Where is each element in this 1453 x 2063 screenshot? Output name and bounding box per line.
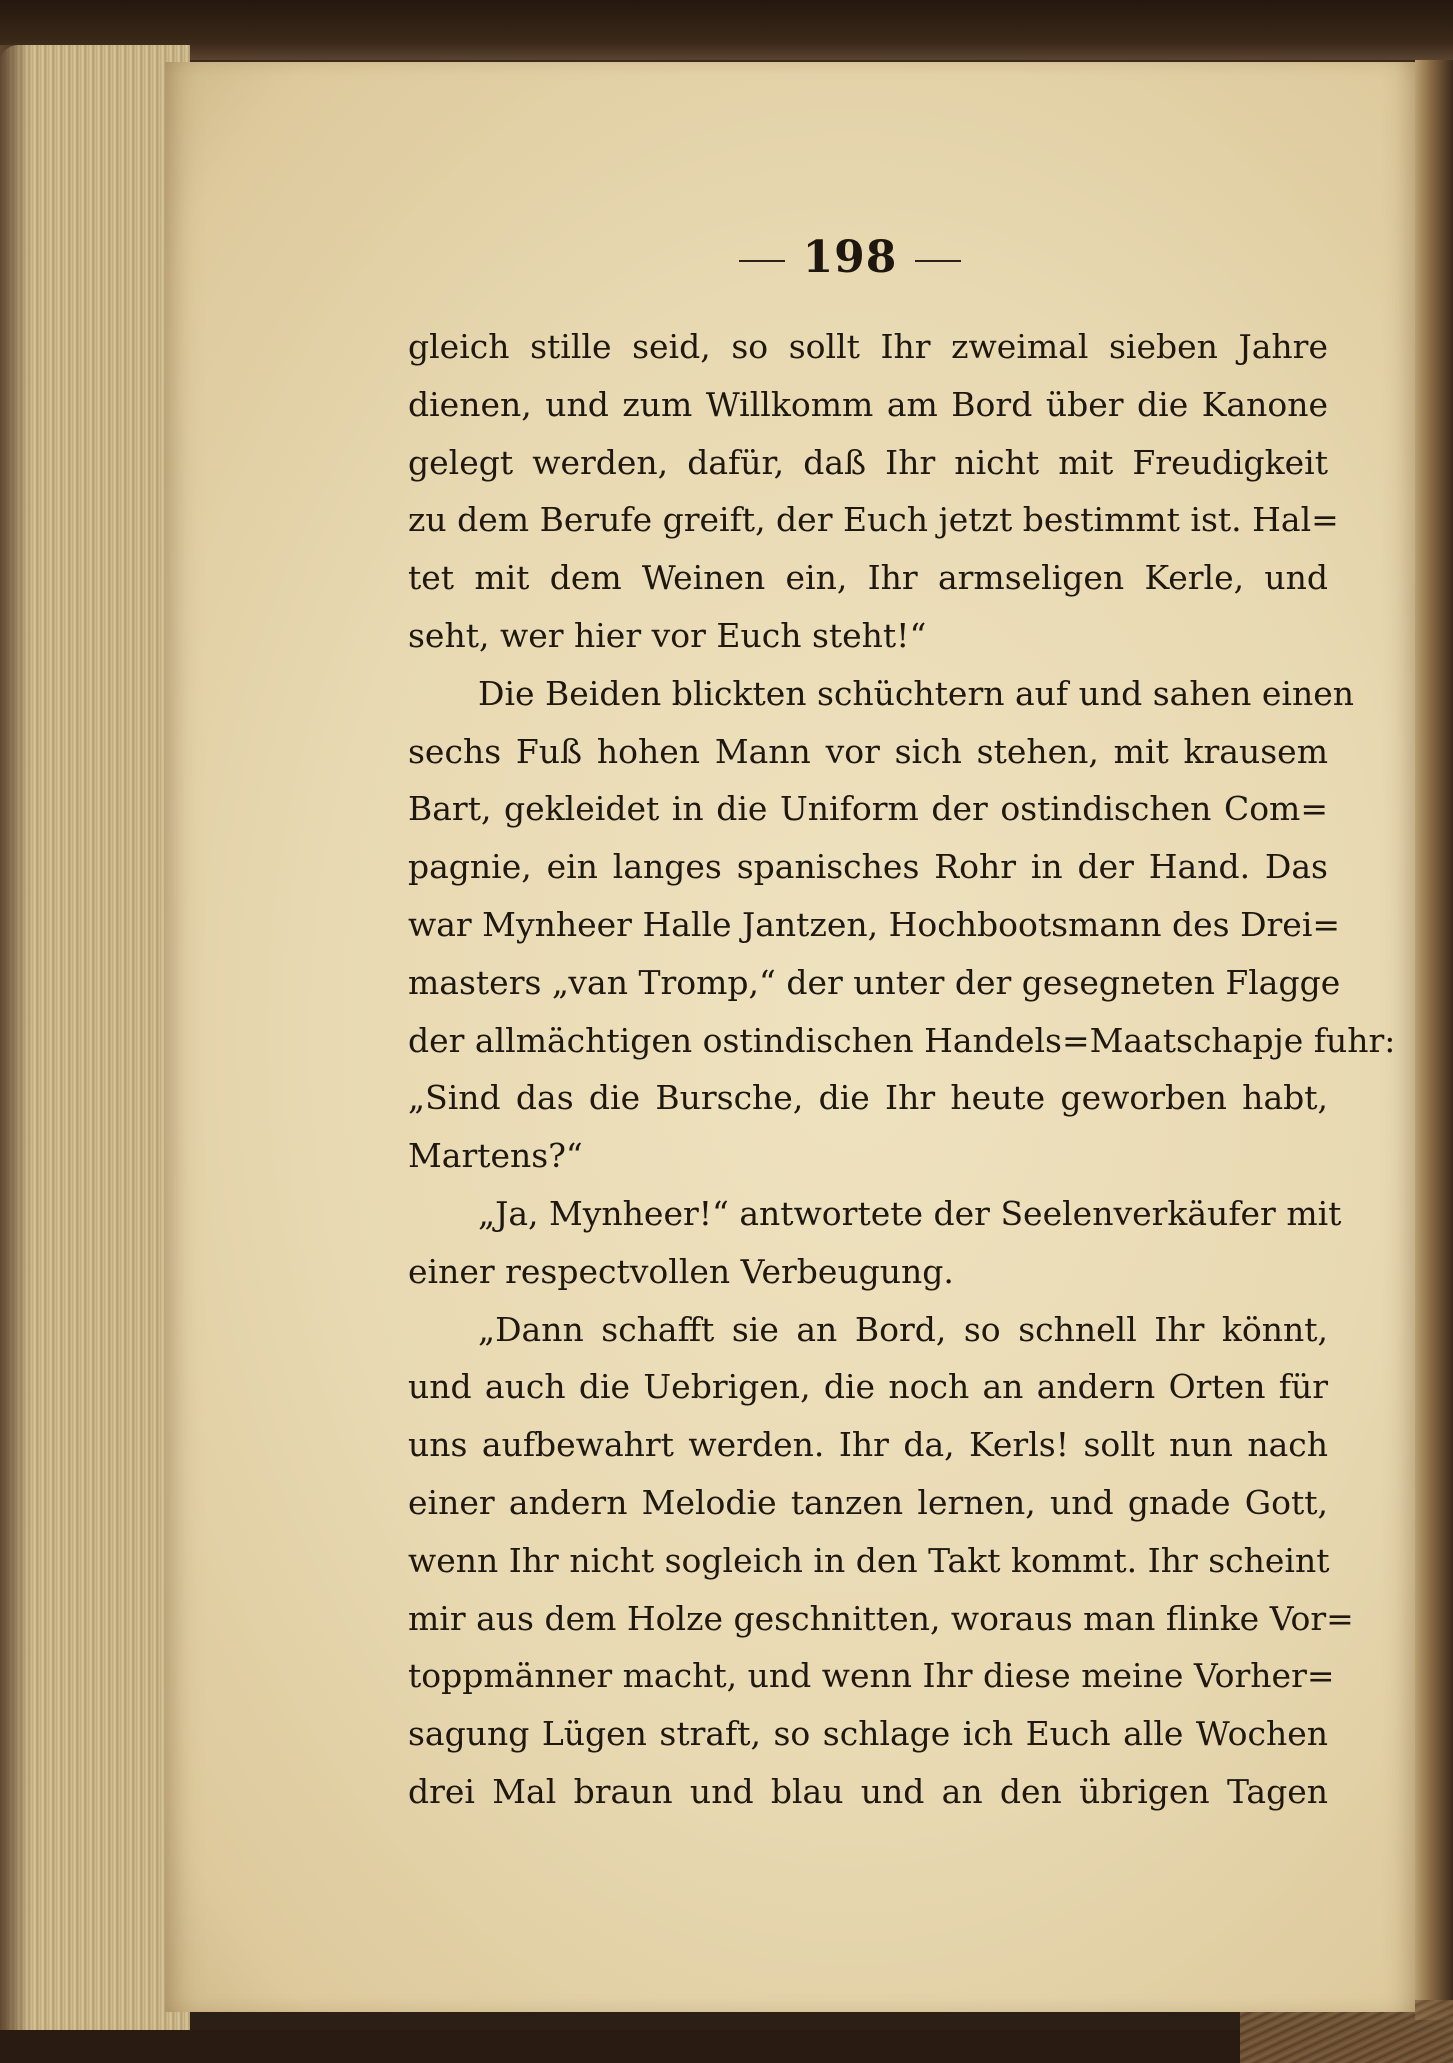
- text-line: „Ja, Mynheer!“ antwortete der Seelenverkäufer mit: [478, 1193, 1342, 1233]
- text-line: drei Mal braun und blau und an den übrigen Tagen: [408, 1771, 1328, 1811]
- text-line: war Mynheer Halle Jantzen, Hochbootsmann des Drei=: [408, 904, 1341, 944]
- text-line: Bart, gekleidet in die Uniform der ostindischen Com=: [408, 789, 1328, 829]
- text-line: Die Beiden blickten schüchtern auf und sahen einen: [478, 673, 1354, 713]
- text-line: gleich stille seid, so sollt Ihr zweimal sieben Jahre: [408, 327, 1328, 366]
- page-header: [700, 232, 1000, 288]
- text-line: uns aufbewahrt werden. Ihr da, Kerls! sollt nun nach: [408, 1425, 1328, 1465]
- text-line: einer respectvollen Verbeugung.: [408, 1251, 954, 1291]
- text-line: pagnie, ein langes spanisches Rohr in der Hand. Das: [408, 847, 1328, 887]
- text-line: einer andern Melodie tanzen lernen, und gnade Gott,: [408, 1482, 1328, 1522]
- text-line: und auch die Uebrigen, die noch an andern Orten für: [408, 1367, 1328, 1407]
- text-line: der allmächtigen ostindischen Handels=Maatschapje fuhr:: [408, 1020, 1396, 1060]
- text-line: dienen, und zum Willkomm am Bord über die Kanone: [408, 384, 1328, 424]
- body-text: [408, 318, 1396, 1821]
- book-cover-bottom: [0, 2030, 1453, 2063]
- header-dash-right: [915, 260, 961, 262]
- page-edges-shadow: [0, 45, 30, 2030]
- text-line: „Dann schafft sie an Bord, so schnell Ihr könnt,: [478, 1309, 1328, 1349]
- text-line: masters „van Tromp,“ der unter der gesegneten Flagge: [408, 962, 1341, 1002]
- book-right-edge: [1415, 60, 1453, 2020]
- header-dash-left: [739, 260, 785, 262]
- text-line: „Sind das die Bursche, die Ihr heute geworben habt,: [408, 1078, 1328, 1118]
- text-line: seht, wer hier vor Euch steht!“: [408, 615, 927, 655]
- page-number: 198: [802, 232, 898, 283]
- text-line: sagung Lügen straft, so schlage ich Euch alle Wochen: [408, 1714, 1328, 1754]
- text-line: wenn Ihr nicht sogleich in den Takt kommt. Ihr scheint: [408, 1540, 1330, 1580]
- book-cover-top: [0, 0, 1453, 60]
- text-line: tet mit dem Weinen ein, Ihr armseligen Kerle, und: [408, 558, 1328, 598]
- text-line: toppmänner macht, und wenn Ihr diese meine Vorher=: [408, 1656, 1335, 1696]
- text-line: mir aus dem Holze geschnitten, woraus man flinke Vor=: [408, 1598, 1354, 1638]
- text-line: zu dem Berufe greift, der Euch jetzt bestimmt ist. Hal=: [408, 500, 1339, 540]
- text-line: Martens?“: [408, 1136, 583, 1176]
- text-line: gelegt werden, dafür, daß Ihr nicht mit Freudigkeit: [408, 442, 1328, 482]
- text-line: sechs Fuß hohen Mann vor sich stehen, mit krausem: [408, 731, 1328, 771]
